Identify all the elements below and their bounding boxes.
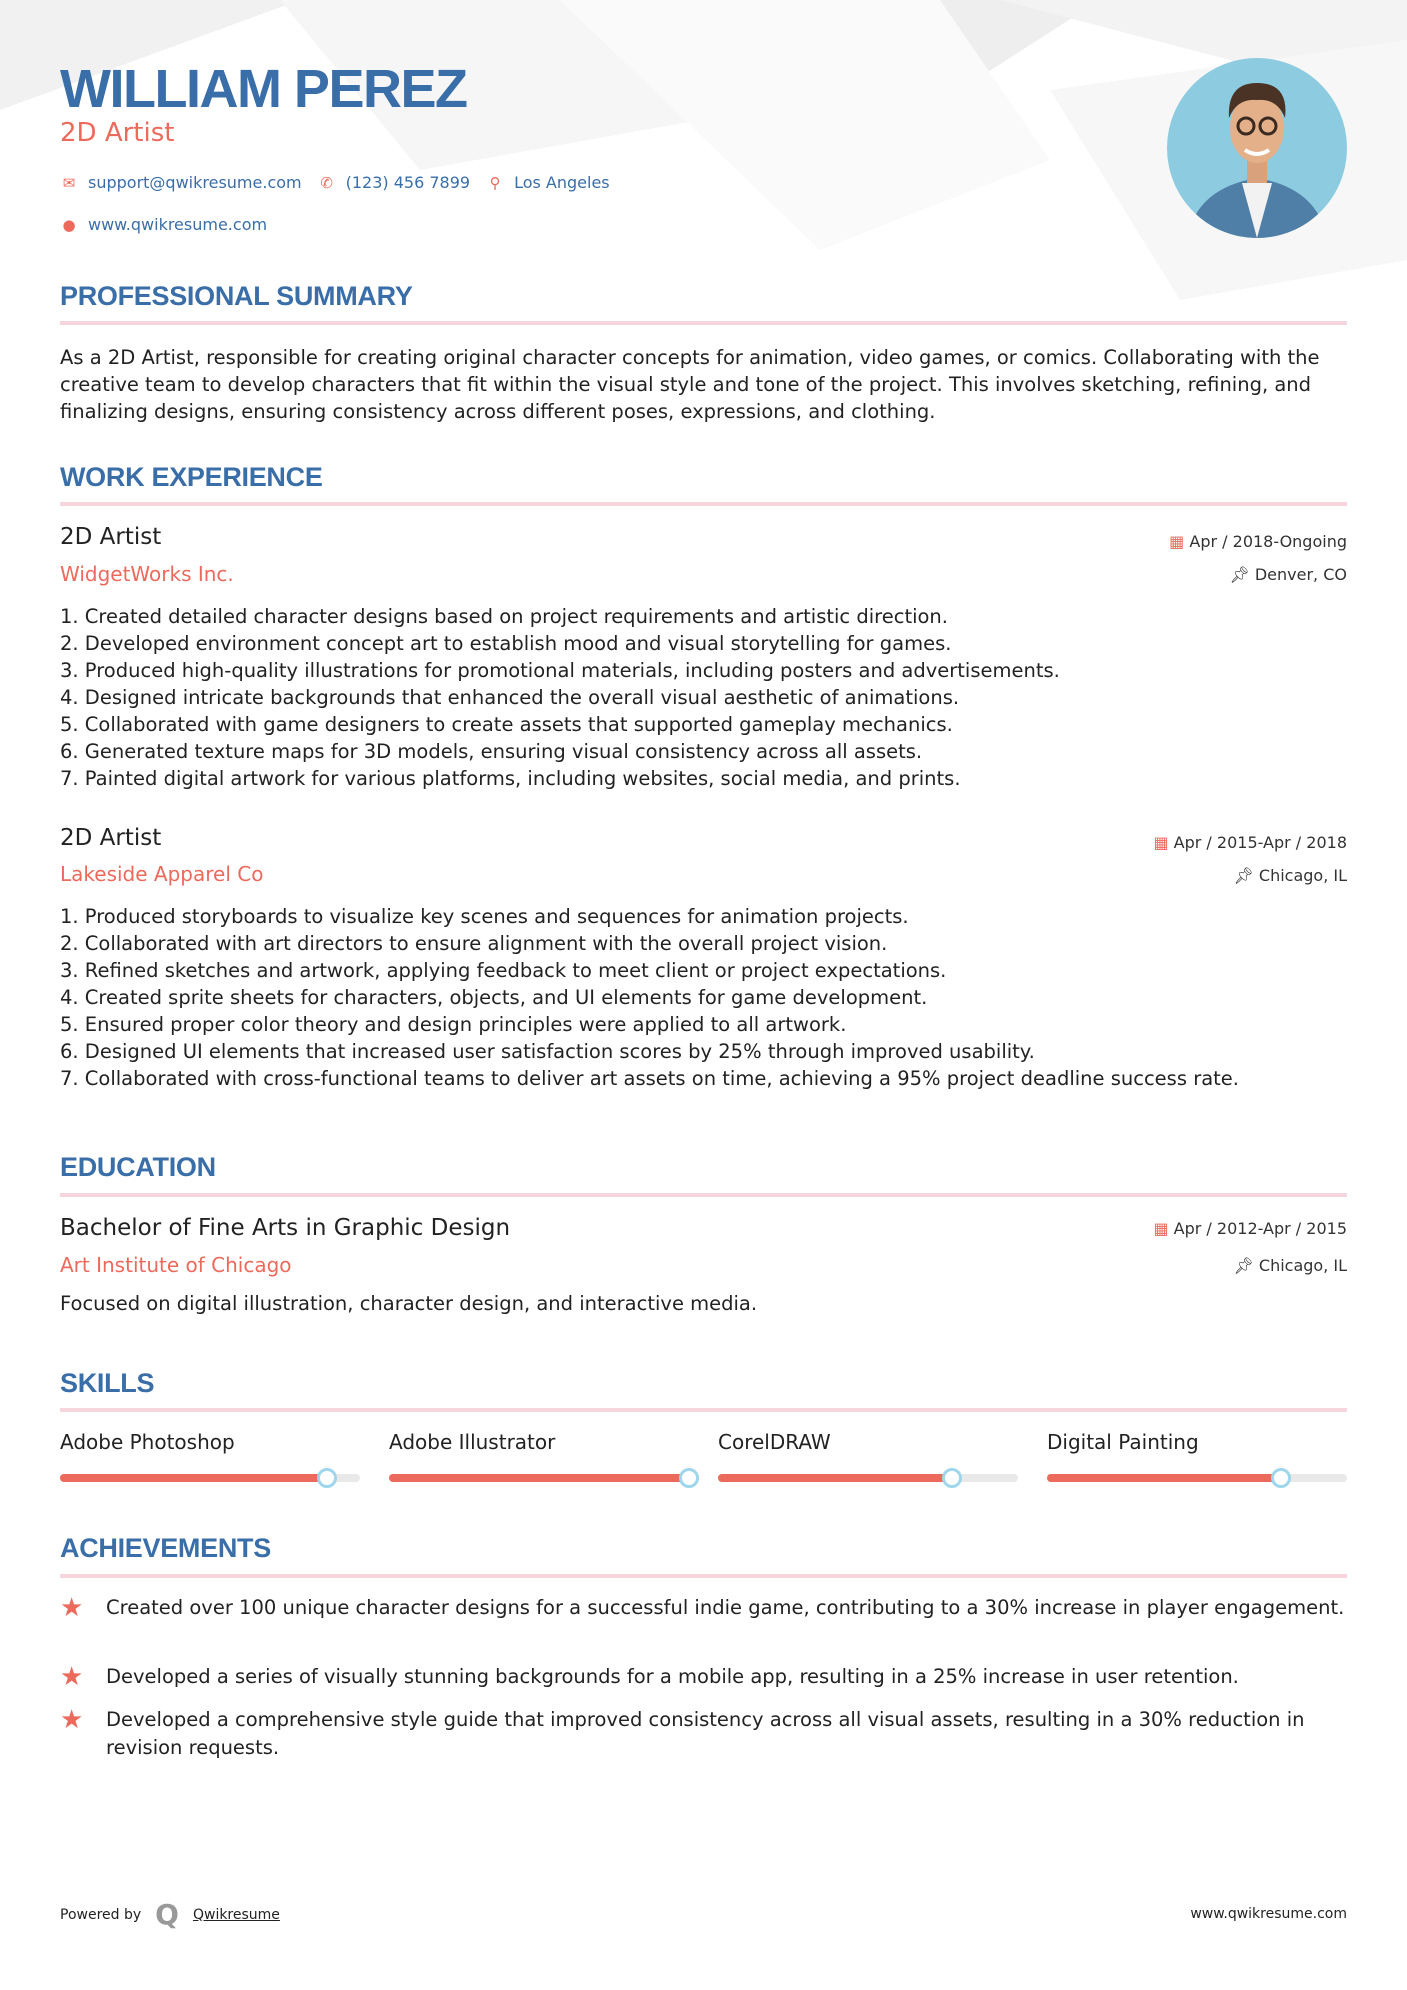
skill-name: Adobe Photoshop [60, 1430, 235, 1454]
achievement-item [60, 1594, 1350, 1622]
list-item: 3. Refined sketches and artwork, applying feedback to meet client or project expectations. [60, 959, 947, 982]
skill-level-fill [1047, 1474, 1281, 1482]
divider [60, 321, 1347, 325]
map-pin-icon: ⚲ [489, 173, 501, 192]
location-text: Chicago, IL [1258, 866, 1347, 885]
achievement-text: Developed a series of visually stunning backgrounds for a mobile app, resulting in a 25% increase in user retention. [106, 1665, 1239, 1688]
powered-by-label: Powered by [60, 1906, 142, 1923]
star-icon: ★ [60, 1705, 84, 1735]
list-item: 4. Designed intricate backgrounds that enhanced the overall visual aesthetic of animations. [60, 686, 960, 709]
skill-level-bar [1047, 1474, 1347, 1482]
skill-level-knob [1271, 1468, 1291, 1488]
envelope-icon: ✉ [62, 173, 76, 192]
job-title: 2D Artist [60, 825, 162, 851]
list-item: 1. Created detailed character designs based on project requirements and artistic direction. [60, 605, 948, 628]
list-item: 6. Generated texture maps for 3D models, ensuring visual consistency across all assets. [60, 740, 923, 763]
location-text: Chicago, IL [1258, 1256, 1347, 1275]
school-name: Art Institute of Chicago [60, 1253, 292, 1277]
footer-website[interactable]: www.qwikresume.com [1190, 1906, 1347, 1922]
list-item: 7. Collaborated with cross-functional teams to deliver art assets on time, achieving a 95% project deadline success rate. [60, 1067, 1239, 1090]
calendar-icon: ▦ [1153, 1219, 1169, 1238]
section-heading-experience: WORK EXPERIENCE [60, 462, 323, 492]
location-text: Denver, CO [1254, 565, 1347, 584]
candidate-name: WILLIAM PEREZ [60, 59, 467, 119]
divider [60, 1193, 1347, 1197]
dates-text: Apr / 2012-Apr / 2015 [1173, 1219, 1347, 1238]
job-dates [1153, 833, 1347, 852]
achievement-item [60, 1706, 1350, 1762]
skill-name: CorelDRAW [718, 1430, 831, 1454]
job-location [1233, 866, 1347, 885]
website-link[interactable]: www.qwikresume.com [88, 215, 268, 234]
job-location [1229, 565, 1347, 584]
skill-level-knob [317, 1468, 337, 1488]
list-item: 1. Produced storyboards to visualize key scenes and sequences for animation projects. [60, 905, 909, 928]
list-item: 5. Ensured proper color theory and design principles were applied to all artwork. [60, 1013, 847, 1036]
pin-icon: 📌︎ [1233, 1256, 1254, 1275]
skill-level-fill [389, 1474, 689, 1482]
job-bullets [60, 903, 1350, 1092]
skill-name: Adobe Illustrator [389, 1430, 556, 1454]
brand-link[interactable]: Qwikresume [192, 1906, 280, 1923]
achievement-item [60, 1663, 1350, 1691]
list-item: 3. Produced high-quality illustrations for promotional materials, including posters and advertisements. [60, 659, 1060, 682]
skill-level-fill [718, 1474, 952, 1482]
section-heading-summary: PROFESSIONAL SUMMARY [60, 281, 413, 311]
dates-text: Apr / 2018-Ongoing [1189, 532, 1347, 551]
section-heading-skills: SKILLS [60, 1368, 155, 1398]
section-heading-education: EDUCATION [60, 1152, 216, 1182]
location-text: Los Angeles [514, 173, 610, 192]
list-item: 6. Designed UI elements that increased user satisfaction scores by 25% through improved usability. [60, 1040, 1035, 1063]
pin-icon: 📌︎ [1233, 866, 1254, 885]
website-row [60, 215, 267, 234]
phone-icon: ✆ [320, 173, 333, 192]
email-link[interactable]: support@qwikresume.com [88, 173, 302, 192]
skill-level-fill [60, 1474, 327, 1482]
skill-level-bar [60, 1474, 360, 1482]
education-location [1233, 1256, 1347, 1275]
degree-title: Bachelor of Fine Arts in Graphic Design [60, 1215, 511, 1241]
skill-level-bar [718, 1474, 1018, 1482]
star-icon: ★ [60, 1593, 84, 1623]
candidate-title: 2D Artist [60, 118, 175, 148]
list-item: 5. Collaborated with game designers to create assets that supported gameplay mechanics. [60, 713, 953, 736]
contact-row [60, 173, 610, 192]
education-dates [1153, 1219, 1347, 1238]
education-description: Focused on digital illustration, character design, and interactive media. [60, 1292, 758, 1315]
skill-level-knob [942, 1468, 962, 1488]
pin-icon: 📌︎ [1229, 565, 1250, 584]
footer-branding [60, 1898, 280, 1931]
dates-text: Apr / 2015-Apr / 2018 [1173, 833, 1347, 852]
job-title: 2D Artist [60, 524, 162, 550]
list-item: 4. Created sprite sheets for characters, objects, and UI elements for game development. [60, 986, 928, 1009]
job-bullets [60, 603, 1350, 792]
globe-icon: ● [62, 215, 76, 234]
skill-level-knob [679, 1468, 699, 1488]
list-item: 7. Painted digital artwork for various platforms, including websites, social media, and prints. [60, 767, 961, 790]
skill-level-bar [389, 1474, 689, 1482]
skill-name: Digital Painting [1047, 1430, 1199, 1454]
summary-text: As a 2D Artist, responsible for creating original character concepts for animation, video games, or comics. Collaborating with the creative team to develop characters that fit within the visual style and tone of the project. This involves sketching, refining, and finalizing designs, ensuring consistency across different poses, expressions, and clothing. [60, 346, 1320, 423]
divider [60, 502, 1347, 506]
list-item: 2. Collaborated with art directors to ensure alignment with the overall project vision. [60, 932, 888, 955]
company-name: WidgetWorks Inc. [60, 562, 234, 586]
achievement-text: Created over 100 unique character designs for a successful indie game, contributing to a 30% increase in player engagement. [106, 1596, 1345, 1619]
company-name: Lakeside Apparel Co [60, 862, 264, 886]
qwikresume-logo-icon: Q [155, 1898, 179, 1931]
calendar-icon: ▦ [1169, 532, 1185, 551]
job-dates [1169, 532, 1347, 551]
calendar-icon: ▦ [1153, 833, 1169, 852]
divider [60, 1574, 1347, 1578]
divider [60, 1408, 1347, 1412]
list-item: 2. Developed environment concept art to establish mood and visual storytelling for games. [60, 632, 952, 655]
section-heading-achievements: ACHIEVEMENTS [60, 1533, 271, 1563]
profile-photo [1167, 58, 1347, 238]
achievement-text: Developed a comprehensive style guide that improved consistency across all visual assets, resulting in a 30% reduction in revision requests. [106, 1708, 1305, 1759]
star-icon: ★ [60, 1662, 84, 1692]
phone-text: (123) 456 7899 [345, 173, 471, 192]
